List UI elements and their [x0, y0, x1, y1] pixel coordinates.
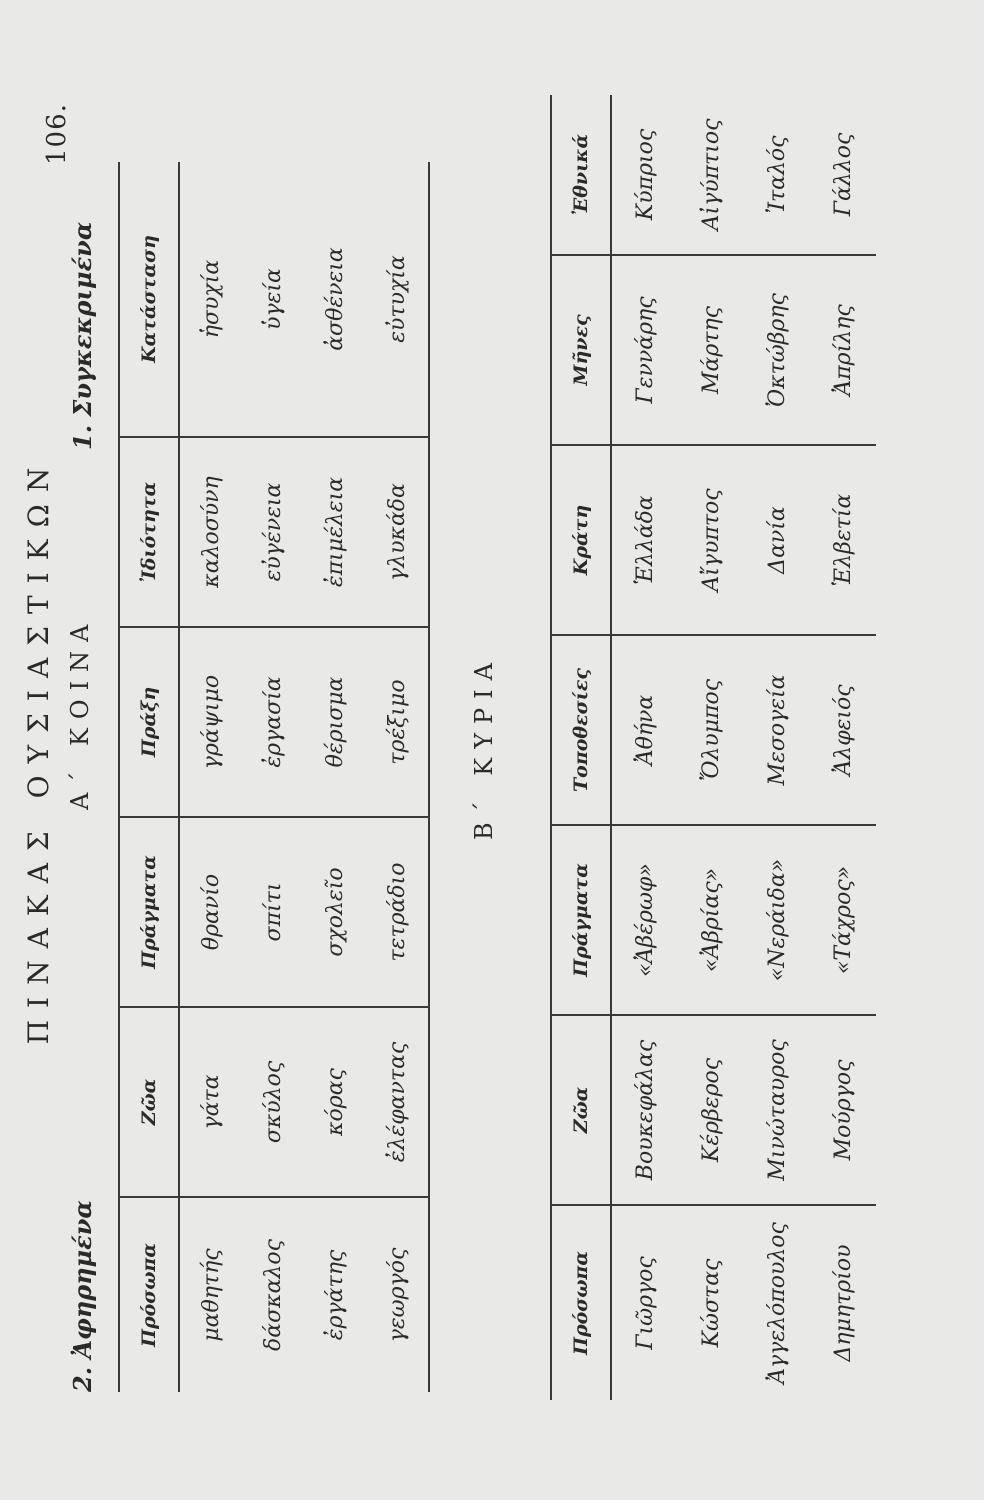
column-header: Πράγματα	[551, 825, 611, 1015]
column-header: Ζῶα	[551, 1015, 611, 1205]
table-row	[242, 162, 304, 1392]
table-cell: σχολεῖο	[304, 817, 366, 1007]
column-header: Πρόσωπα	[551, 1205, 611, 1400]
table-row	[179, 162, 242, 1392]
table-row	[304, 162, 366, 1392]
column-header: Μῆνες	[551, 255, 611, 445]
table-cell: Ἑλλάδα	[611, 445, 678, 635]
table-cell: ἡσυχία	[179, 162, 242, 437]
proper-section-heading: Β΄ ΚΥΡΙΑ	[470, 654, 498, 840]
table-cell: Δανία	[744, 445, 810, 635]
table-cell: ὑγεία	[242, 162, 304, 437]
table-cell: Μινώταυρος	[744, 1015, 810, 1205]
table-cell: μαθητής	[198, 1248, 224, 1342]
table-cell: «Νεράιδα»	[744, 825, 810, 1015]
table-cell: καλοσύνη	[179, 437, 242, 627]
table-cell: ἐπιμέλεια	[304, 437, 366, 627]
column-header: Πράξη	[119, 627, 179, 817]
table-cell: θρανίο	[179, 817, 242, 1007]
abstract-label: 2. Ἀφηρημένα	[68, 1200, 97, 1392]
table-cell: «Τάχρος»	[810, 825, 876, 1015]
table-row	[678, 95, 744, 1400]
column-header: Πρόσωπα	[119, 1197, 179, 1392]
table-cell: ἐργασία	[242, 627, 304, 817]
table-cell: γεωργός	[384, 1247, 410, 1343]
table-cell: Ὀκτώβρης	[744, 255, 810, 445]
table-cell: Αἰγύπτιος	[678, 95, 744, 255]
table-cell: Ἀγγελόπουλος	[764, 1222, 790, 1384]
table-cell: «Ἀβέρωφ»	[611, 825, 678, 1015]
table-cell: ἀσθένεια	[304, 162, 366, 437]
column-header: Ἰδιότητα	[119, 437, 179, 627]
table-cell: Γιῶργος	[632, 1256, 658, 1350]
table-cell: ἐλέφαντας	[366, 1007, 429, 1197]
table-row	[744, 95, 810, 1400]
table-cell: Δημητρίου	[830, 1244, 856, 1362]
column-header: Ζῶα	[119, 1007, 179, 1197]
table-cell: «Ἀβρίας»	[678, 825, 744, 1015]
column-header: Κατάσταση	[119, 162, 179, 437]
table-cell: γλυκάδα	[366, 437, 429, 627]
table-cell: δάσκαλος	[260, 1239, 286, 1351]
table-cell: Γεννάρης	[611, 255, 678, 445]
proper-nouns-table	[550, 95, 876, 1400]
table-cell: Κώστας	[698, 1258, 724, 1348]
table-cell: γάτα	[179, 1007, 242, 1197]
table-cell: εὐτυχία	[366, 162, 429, 437]
column-header: Πράγματα	[119, 817, 179, 1007]
table-cell: Κέρβερος	[678, 1015, 744, 1205]
page-number: 106.	[42, 103, 72, 165]
table-row	[611, 95, 678, 1400]
table-cell: εὐγένεια	[242, 437, 304, 627]
table-cell: τρέξιμο	[366, 627, 429, 817]
table-cell: ἐργάτης	[322, 1249, 348, 1341]
column-header: Τοποθεσίες	[551, 635, 611, 825]
table-cell: κόρας	[304, 1007, 366, 1197]
table-header-row	[119, 162, 179, 1392]
table-cell: Ἀπρίλης	[810, 255, 876, 445]
table-cell: Ἀλφειός	[810, 635, 876, 825]
table-cell: Μάρτης	[678, 255, 744, 445]
table-cell: σπίτι	[242, 817, 304, 1007]
table-cell: Ἑλβετία	[810, 445, 876, 635]
table-cell: Ἀθήνα	[611, 635, 678, 825]
table-cell: Γάλλος	[810, 95, 876, 255]
table-cell: σκύλος	[242, 1007, 304, 1197]
table-cell: Ὄλυμπος	[678, 635, 744, 825]
table-cell: Κύπριος	[611, 95, 678, 255]
table-cell: θέρισμα	[304, 627, 366, 817]
table-cell: τετράδιο	[366, 817, 429, 1007]
table-header-row	[551, 95, 611, 1400]
column-header: Ἐθνικά	[551, 95, 611, 255]
table-cell: Αἴγυπτος	[678, 445, 744, 635]
table-row	[810, 95, 876, 1400]
table-cell: Μούργος	[810, 1015, 876, 1205]
table-cell: Βουκεφάλας	[611, 1015, 678, 1205]
column-header: Κράτη	[551, 445, 611, 635]
common-section-heading: Α΄ ΚΟΙΝΑ	[66, 615, 94, 810]
table-cell: γράψιμο	[179, 627, 242, 817]
page-title: ΠΙΝΑΚΑΣ ΟΥΣΙΑΣΤΙΚΩΝ	[22, 455, 55, 1045]
concrete-label: 1. Συγκεκριμένα	[68, 221, 97, 450]
table-cell: Ἰταλός	[744, 95, 810, 255]
common-nouns-table	[118, 162, 430, 1392]
table-cell: Μεσογεία	[744, 635, 810, 825]
table-row	[366, 162, 429, 1392]
